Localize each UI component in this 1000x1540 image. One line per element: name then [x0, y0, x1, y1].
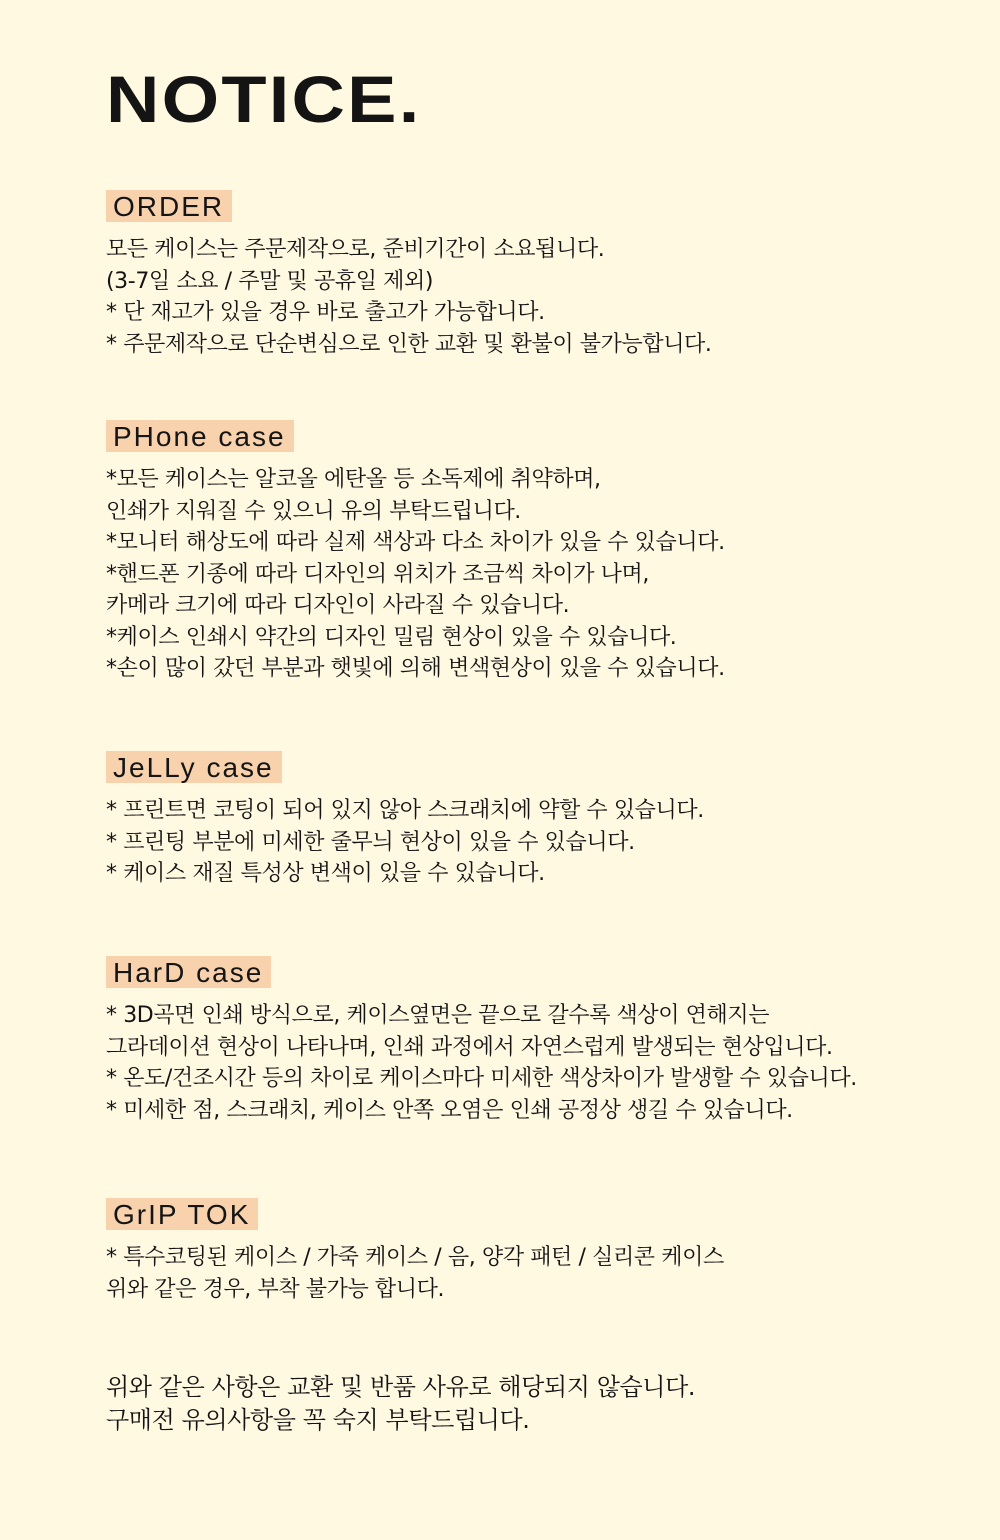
section-phone-case-text [106, 464, 725, 685]
notice-line: * 온도/건조시간 등의 차이로 케이스마다 미세한 색상차이가 발생할 수 있습니다. [106, 1066, 857, 1091]
section-jelly-case-text [106, 795, 704, 890]
page-title: NOTICE. [106, 62, 422, 136]
section-hard-case-text [106, 1000, 857, 1126]
notice-line: * 프린팅 부분에 미세한 줄무늬 현상이 있을 수 있습니다. [106, 829, 635, 855]
section-label-order: ORDER [106, 190, 232, 222]
section-grip-tok-text [106, 1242, 724, 1305]
section-order-text [106, 234, 712, 360]
closing-line: 구매전 유의사항을 꼭 숙지 부탁드립니다. [106, 1406, 530, 1434]
notice-line: * 단 재고가 있을 경우 바로 출고가 가능합니다. [106, 300, 545, 325]
section-label-jelly-case: JeLLy case [106, 751, 282, 783]
section-phone-case [106, 420, 725, 685]
notice-line: *케이스 인쇄시 약간의 디자인 밀림 현상이 있을 수 있습니다. [106, 624, 677, 650]
notice-line: * 특수코팅된 케이스 / 가죽 케이스 / 음, 양각 패턴 / 실리콘 케이스 [106, 1245, 724, 1270]
notice-line: 인쇄가 지워질 수 있으니 유의 부탁드립니다. [106, 498, 521, 524]
section-grip-tok [106, 1198, 724, 1305]
section-label-hard-case: HarD case [106, 956, 271, 988]
notice-line: * 3D곡면 인쇄 방식으로, 케이스옆면은 끝으로 갈수록 색상이 연해지는 [106, 1003, 770, 1028]
notice-line: 모든 케이스는 주문제작으로, 준비기간이 소요됩니다. [106, 237, 605, 262]
section-label-phone-case: PHone case [106, 420, 294, 452]
section-label-grip-tok: GrIP TOK [106, 1198, 258, 1230]
notice-line: (3-7일 소요 / 주말 및 공휴일 제외) [106, 268, 434, 294]
notice-line: 위와 같은 경우, 부착 불가능 합니다. [106, 1276, 445, 1302]
closing-line: 위와 같은 사항은 교환 및 반품 사유로 해당되지 않습니다. [106, 1373, 696, 1401]
notice-line: *모니터 해상도에 따라 실제 색상과 다소 차이가 있을 수 있습니다. [106, 530, 725, 555]
closing-note [106, 1371, 695, 1437]
notice-line: 카메라 크기에 따라 디자인이 사라질 수 있습니다. [106, 593, 570, 618]
section-order [106, 190, 712, 360]
notice-line: * 미세한 점, 스크래치, 케이스 안쪽 오염은 인쇄 공정상 생길 수 있습니다. [106, 1097, 793, 1123]
notice-line: * 케이스 재질 특성상 변색이 있을 수 있습니다. [106, 861, 545, 886]
section-jelly-case [106, 751, 704, 890]
section-hard-case [106, 956, 857, 1126]
notice-line: *모든 케이스는 알코올 에탄올 등 소독제에 취약하며, [106, 467, 601, 492]
notice-line: *손이 많이 갔던 부분과 햇빛에 의해 변색현상이 있을 수 있습니다. [106, 656, 725, 681]
notice-line: * 프린트면 코팅이 되어 있지 않아 스크래치에 약할 수 있습니다. [106, 798, 704, 823]
notice-line: *핸드폰 기종에 따라 디자인의 위치가 조금씩 차이가 나며, [106, 561, 649, 587]
notice-line: 그라데이션 현상이 나타나며, 인쇄 과정에서 자연스럽게 발생되는 현상입니다. [106, 1034, 833, 1060]
notice-line: * 주문제작으로 단순변심으로 인한 교환 및 환불이 불가능합니다. [106, 331, 712, 357]
